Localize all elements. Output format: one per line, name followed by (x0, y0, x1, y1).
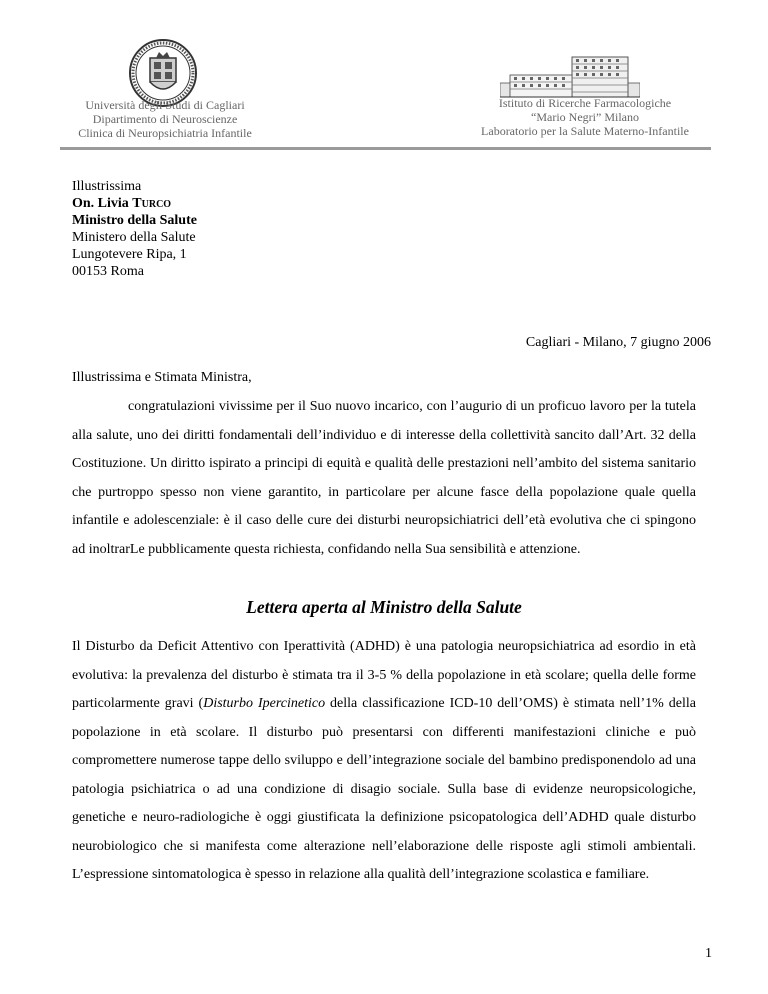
left-institution-block (60, 98, 270, 140)
header-divider (60, 147, 711, 150)
right-institution-block (460, 96, 710, 138)
addressee-name-prefix: On. Livia (72, 196, 133, 211)
addressee-city: 00153 Roma (72, 264, 144, 279)
addressee-greeting: Illustrissima (72, 179, 142, 194)
main-paragraph-italic-term: Disturbo Ipercinetico (203, 696, 326, 711)
addressee-role: Ministro della Salute (72, 213, 197, 228)
left-institution-line-1: Università degli Studi di Cagliari (85, 98, 245, 112)
addressee-surname: Turco (132, 196, 172, 211)
left-institution-line-3: Clinica di Neuropsichiatria Infantile (78, 126, 252, 140)
institute-building-icon (500, 55, 640, 99)
letter-heading: Lettera aperta al Ministro della Salute (246, 597, 522, 617)
left-institution-line-2: Dipartimento di Neuroscienze (92, 112, 238, 126)
date-line: Cagliari - Milano, 7 giugno 2006 (525, 335, 711, 350)
page-number: 1 (705, 946, 712, 961)
right-institution-line-2: “Mario Negri” Milano (531, 110, 639, 124)
main-paragraph-part-1: Il Disturbo da Deficit Attentivo con Iperattività (ADHD) è una patologia neuropsichiatrica ad esordio in età evolutiva: la prevalenza del disturbo è stimata tra il 3-5 % della popolazione in età scolare; quella delle forme particolarmente gravi ( (72, 639, 696, 711)
main-paragraph-part-2: della classificazione ICD-10 dell’OMS) è stimata nell’1% della popolazione in età scolare. Il disturbo può presentarsi con differenti manifestazioni cliniche e può compromettere numerose tappe dello sviluppo e dell’integrazione sociale del bambino predisponendolo ad una patologia psichiatrica o ad una condizione di disagio sociale. Sulla base di evidenze neuropsicologiche, genetiche e neuro-radiologiche è oggi giustificata la definizione psicopatologica dell’ADHD quale disturbo neurobiologico che si manifesta come alterazione nell’elaborazione delle risposte agli stimoli ambientali. L’espressione sintomatologica è spesso in relazione alla qualità dell’integrazione scolastica e familiare. (72, 696, 696, 882)
salutation: Illustrissima e Stimata Ministra, (72, 370, 252, 385)
addressee-block (72, 178, 197, 280)
intro-paragraph: congratulazioni vivissime per il Suo nuovo incarico, con l’augurio di un proficuo lavoro per la tutela alla salute, uno dei diritti fondamentali dell’individuo e di interesse della collettività sancito dall’Art. 32 della Costituzione. Un diritto ispirato a principi di equità e qualità delle prestazioni nell’ambito del sistema sanitario che purtroppo spesso non viene garantito, in particolare per alcune fasce della popolazione quale quella infantile e adolescenziale: è il caso delle cure dei disturbi neuropsichiatrici dell’età evolutiva che ci spingono ad inoltrarLe pubblicamente questa richiesta, confidando nella Sua sensibilità e attenzione. (72, 399, 696, 557)
main-paragraph (72, 633, 696, 890)
right-institution-line-1: Istituto di Ricerche Farmacologiche (498, 96, 672, 110)
addressee-ministry: Ministero della Salute (72, 230, 196, 245)
addressee-name (72, 195, 197, 212)
addressee-street: Lungotevere Ripa, 1 (72, 247, 187, 262)
right-institution-line-3: Laboratorio per la Salute Materno-Infantile (481, 124, 689, 138)
